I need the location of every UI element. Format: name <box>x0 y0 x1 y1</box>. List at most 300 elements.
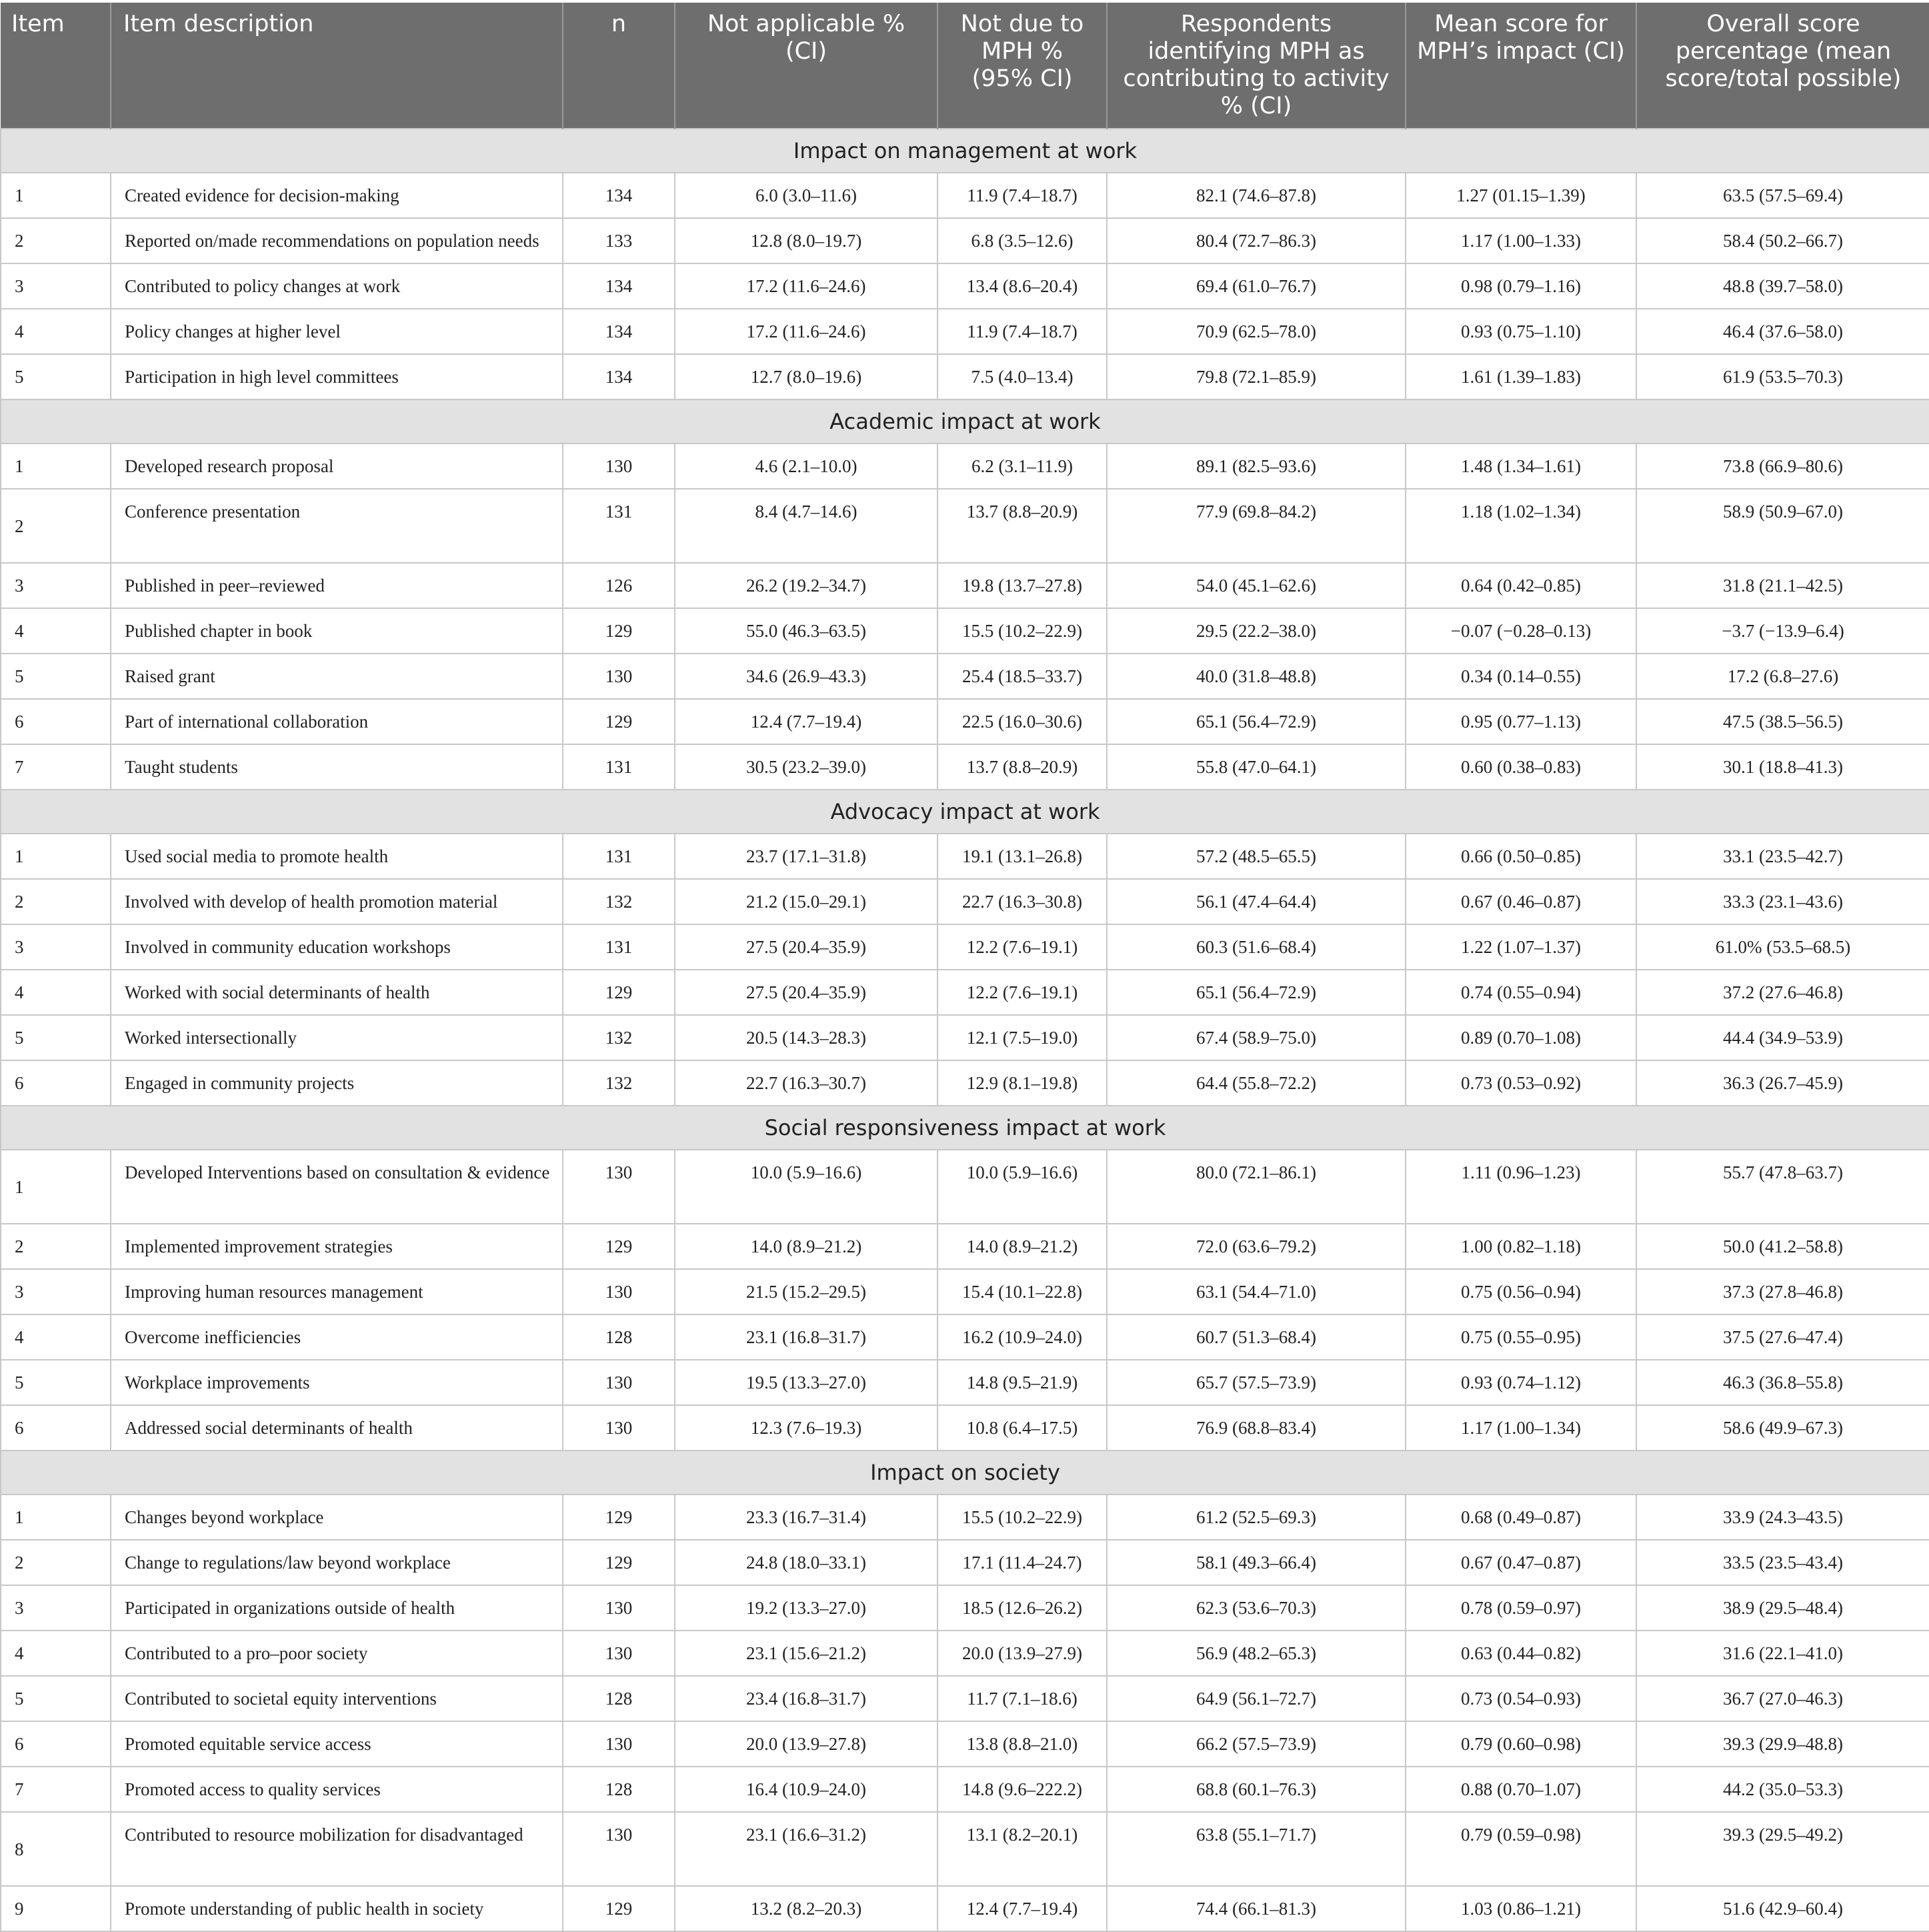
row-n: 131 <box>563 924 675 970</box>
table-row <box>1 744 1929 790</box>
row-description: Promoted access to quality services <box>111 1767 563 1812</box>
section-header-row <box>1 790 1929 834</box>
row-not-applicable: 4.6 (2.1–10.0) <box>675 443 937 489</box>
row-not-applicable: 17.2 (11.6–24.6) <box>675 263 937 309</box>
row-identifying-mph: 66.2 (57.5–73.9) <box>1107 1721 1406 1767</box>
row-mean-score: 1.27 (01.15–1.39) <box>1406 173 1636 218</box>
row-description: Worked with social determinants of health <box>111 970 563 1015</box>
row-not-applicable: 20.0 (13.9–27.8) <box>675 1721 937 1767</box>
row-item-number: 5 <box>1 654 111 699</box>
row-not-due-to-mph: 16.2 (10.9–24.0) <box>937 1314 1107 1360</box>
row-description: Engaged in community projects <box>111 1060 563 1106</box>
row-overall-score: 31.6 (22.1–41.0) <box>1636 1631 1929 1676</box>
row-mean-score: 0.75 (0.56–0.94) <box>1406 1269 1636 1314</box>
row-mean-score: 1.18 (1.02–1.34) <box>1406 489 1636 563</box>
row-not-applicable: 17.2 (11.6–24.6) <box>675 309 937 354</box>
row-overall-score: 46.3 (36.8–55.8) <box>1636 1360 1929 1405</box>
row-identifying-mph: 80.4 (72.7–86.3) <box>1107 218 1406 263</box>
row-n: 128 <box>563 1767 675 1812</box>
row-mean-score: 0.95 (0.77–1.13) <box>1406 699 1636 744</box>
row-not-due-to-mph: 14.8 (9.6–222.2) <box>937 1767 1107 1812</box>
row-item-number: 3 <box>1 1269 111 1314</box>
row-item-number: 6 <box>1 699 111 744</box>
row-overall-score: 37.3 (27.8–46.8) <box>1636 1269 1929 1314</box>
row-description: Overcome inefficiencies <box>111 1314 563 1360</box>
table-row <box>1 489 1929 563</box>
row-n: 129 <box>563 608 675 654</box>
row-description: Changes beyond workplace <box>111 1495 563 1540</box>
row-not-applicable: 12.8 (8.0–19.7) <box>675 218 937 263</box>
row-description: Taught students <box>111 744 563 790</box>
row-item-number: 7 <box>1 744 111 790</box>
row-overall-score: 51.6 (42.9–60.4) <box>1636 1886 1929 1931</box>
row-not-due-to-mph: 20.0 (13.9–27.9) <box>937 1631 1107 1676</box>
section-title: Impact on society <box>1 1451 1929 1495</box>
row-mean-score: 0.64 (0.42–0.85) <box>1406 563 1636 608</box>
row-description: Created evidence for decision-making <box>111 173 563 218</box>
row-not-applicable: 23.7 (17.1–31.8) <box>675 834 937 879</box>
row-identifying-mph: 82.1 (74.6–87.8) <box>1107 173 1406 218</box>
table-row <box>1 1224 1929 1269</box>
row-overall-score: 36.7 (27.0–46.3) <box>1636 1676 1929 1721</box>
row-identifying-mph: 64.9 (56.1–72.7) <box>1107 1676 1406 1721</box>
row-n: 130 <box>563 1721 675 1767</box>
row-mean-score: 0.63 (0.44–0.82) <box>1406 1631 1636 1676</box>
row-overall-score: 33.1 (23.5–42.7) <box>1636 834 1929 879</box>
row-item-number: 4 <box>1 309 111 354</box>
row-n: 129 <box>563 970 675 1015</box>
table-row <box>1 1015 1929 1060</box>
row-n: 129 <box>563 699 675 744</box>
row-not-applicable: 23.3 (16.7–31.4) <box>675 1495 937 1540</box>
row-description: Conference presentation <box>111 489 563 563</box>
row-not-due-to-mph: 15.5 (10.2–22.9) <box>937 608 1107 654</box>
row-item-number: 1 <box>1 834 111 879</box>
row-n: 131 <box>563 834 675 879</box>
row-identifying-mph: 57.2 (48.5–65.5) <box>1107 834 1406 879</box>
row-description: Implemented improvement strategies <box>111 1224 563 1269</box>
row-overall-score: 33.9 (24.3–43.5) <box>1636 1495 1929 1540</box>
row-not-due-to-mph: 19.1 (13.1–26.8) <box>937 834 1107 879</box>
row-mean-score: 0.34 (0.14–0.55) <box>1406 654 1636 699</box>
row-item-number: 8 <box>1 1812 111 1886</box>
row-identifying-mph: 72.0 (63.6–79.2) <box>1107 1224 1406 1269</box>
section-header-row <box>1 1106 1929 1150</box>
table-row <box>1 879 1929 924</box>
row-not-applicable: 26.2 (19.2–34.7) <box>675 563 937 608</box>
row-description: Involved in community education workshops <box>111 924 563 970</box>
row-description: Involved with develop of health promotion material <box>111 879 563 924</box>
row-not-applicable: 12.3 (7.6–19.3) <box>675 1405 937 1451</box>
row-mean-score: 0.89 (0.70–1.08) <box>1406 1015 1636 1060</box>
row-overall-score: 63.5 (57.5–69.4) <box>1636 173 1929 218</box>
header-not-applicable: Not applicable % (CI) <box>675 3 937 129</box>
table-row <box>1 263 1929 309</box>
row-description: Contributed to policy changes at work <box>111 263 563 309</box>
row-identifying-mph: 65.1 (56.4–72.9) <box>1107 970 1406 1015</box>
row-identifying-mph: 61.2 (52.5–69.3) <box>1107 1495 1406 1540</box>
row-n: 132 <box>563 1060 675 1106</box>
row-not-applicable: 12.7 (8.0–19.6) <box>675 354 937 399</box>
table-row <box>1 354 1929 399</box>
row-mean-score: 1.22 (1.07–1.37) <box>1406 924 1636 970</box>
row-description: Addressed social determinants of health <box>111 1405 563 1451</box>
row-item-number: 3 <box>1 563 111 608</box>
row-item-number: 9 <box>1 1886 111 1931</box>
row-overall-score: 50.0 (41.2–58.8) <box>1636 1224 1929 1269</box>
row-n: 130 <box>563 654 675 699</box>
row-not-due-to-mph: 15.5 (10.2–22.9) <box>937 1495 1107 1540</box>
row-description: Contributed to resource mobilization for disadvantaged <box>111 1812 563 1886</box>
row-not-applicable: 24.8 (18.0–33.1) <box>675 1540 937 1585</box>
row-overall-score: 47.5 (38.5–56.5) <box>1636 699 1929 744</box>
table-row <box>1 924 1929 970</box>
table-row <box>1 1314 1929 1360</box>
row-mean-score: 0.68 (0.49–0.87) <box>1406 1495 1636 1540</box>
row-n: 129 <box>563 1495 675 1540</box>
row-item-number: 5 <box>1 1015 111 1060</box>
row-not-due-to-mph: 11.7 (7.1–18.6) <box>937 1676 1107 1721</box>
table-row <box>1 970 1929 1015</box>
row-item-number: 2 <box>1 879 111 924</box>
row-mean-score: 0.88 (0.70–1.07) <box>1406 1767 1636 1812</box>
row-item-number: 3 <box>1 924 111 970</box>
row-description: Part of international collaboration <box>111 699 563 744</box>
row-overall-score: 33.5 (23.5–43.4) <box>1636 1540 1929 1585</box>
row-mean-score: 1.48 (1.34–1.61) <box>1406 443 1636 489</box>
row-description: Promoted equitable service access <box>111 1721 563 1767</box>
row-not-due-to-mph: 6.2 (3.1–11.9) <box>937 443 1107 489</box>
row-not-applicable: 23.4 (16.8–31.7) <box>675 1676 937 1721</box>
row-not-due-to-mph: 17.1 (11.4–24.7) <box>937 1540 1107 1585</box>
row-not-applicable: 19.5 (13.3–27.0) <box>675 1360 937 1405</box>
row-description: Participated in organizations outside of health <box>111 1585 563 1631</box>
row-item-number: 6 <box>1 1721 111 1767</box>
row-n: 132 <box>563 879 675 924</box>
row-n: 132 <box>563 1015 675 1060</box>
row-item-number: 4 <box>1 970 111 1015</box>
row-n: 130 <box>563 1585 675 1631</box>
row-overall-score: 39.3 (29.9–48.8) <box>1636 1721 1929 1767</box>
row-not-applicable: 22.7 (16.3–30.7) <box>675 1060 937 1106</box>
row-n: 134 <box>563 354 675 399</box>
row-mean-score: 0.93 (0.75–1.10) <box>1406 309 1636 354</box>
row-overall-score: 58.6 (49.9–67.3) <box>1636 1405 1929 1451</box>
row-overall-score: 38.9 (29.5–48.4) <box>1636 1585 1929 1631</box>
row-description: Published in peer–reviewed <box>111 563 563 608</box>
row-identifying-mph: 89.1 (82.5–93.6) <box>1107 443 1406 489</box>
row-item-number: 2 <box>1 218 111 263</box>
row-description: Contributed to societal equity interventions <box>111 1676 563 1721</box>
row-identifying-mph: 63.8 (55.1–71.7) <box>1107 1812 1406 1886</box>
row-not-applicable: 6.0 (3.0–11.6) <box>675 173 937 218</box>
row-n: 131 <box>563 489 675 563</box>
row-item-number: 1 <box>1 443 111 489</box>
header-overall-score: Overall score percentage (mean score/total possible) <box>1636 3 1929 129</box>
row-overall-score: 17.2 (6.8–27.6) <box>1636 654 1929 699</box>
row-identifying-mph: 40.0 (31.8–48.8) <box>1107 654 1406 699</box>
row-item-number: 5 <box>1 354 111 399</box>
row-n: 130 <box>563 443 675 489</box>
header-mean-score: Mean score for MPH’s impact (CI) <box>1406 3 1636 129</box>
row-identifying-mph: 76.9 (68.8–83.4) <box>1107 1405 1406 1451</box>
row-overall-score: 36.3 (26.7–45.9) <box>1636 1060 1929 1106</box>
row-overall-score: 44.2 (35.0–53.3) <box>1636 1767 1929 1812</box>
header-n: n <box>563 3 675 129</box>
row-not-due-to-mph: 13.7 (8.8–20.9) <box>937 489 1107 563</box>
row-identifying-mph: 67.4 (58.9–75.0) <box>1107 1015 1406 1060</box>
row-not-due-to-mph: 12.4 (7.7–19.4) <box>937 1886 1107 1931</box>
table-row <box>1 1540 1929 1585</box>
row-description: Raised grant <box>111 654 563 699</box>
row-identifying-mph: 68.8 (60.1–76.3) <box>1107 1767 1406 1812</box>
row-identifying-mph: 58.1 (49.3–66.4) <box>1107 1540 1406 1585</box>
row-identifying-mph: 65.7 (57.5–73.9) <box>1107 1360 1406 1405</box>
row-identifying-mph: 54.0 (45.1–62.6) <box>1107 563 1406 608</box>
row-not-due-to-mph: 15.4 (10.1–22.8) <box>937 1269 1107 1314</box>
table-row <box>1 218 1929 263</box>
row-item-number: 4 <box>1 1314 111 1360</box>
row-not-due-to-mph: 11.9 (7.4–18.7) <box>937 309 1107 354</box>
row-mean-score: 0.79 (0.60–0.98) <box>1406 1721 1636 1767</box>
section-header-row <box>1 1451 1929 1495</box>
row-n: 129 <box>563 1540 675 1585</box>
row-n: 130 <box>563 1631 675 1676</box>
section-title: Social responsiveness impact at work <box>1 1106 1929 1150</box>
row-overall-score: 39.3 (29.5–49.2) <box>1636 1812 1929 1886</box>
row-mean-score: 1.17 (1.00–1.33) <box>1406 218 1636 263</box>
row-description: Participation in high level committees <box>111 354 563 399</box>
row-n: 128 <box>563 1314 675 1360</box>
row-n: 130 <box>563 1405 675 1451</box>
row-overall-score: −3.7 (−13.9–6.4) <box>1636 608 1929 654</box>
row-item-number: 3 <box>1 1585 111 1631</box>
table-row <box>1 173 1929 218</box>
row-identifying-mph: 65.1 (56.4–72.9) <box>1107 699 1406 744</box>
header-identifying-mph: Respondents identifying MPH as contributing to activity % (CI) <box>1107 3 1406 129</box>
row-not-applicable: 13.2 (8.2–20.3) <box>675 1886 937 1931</box>
row-not-applicable: 16.4 (10.9–24.0) <box>675 1767 937 1812</box>
table-row <box>1 1150 1929 1224</box>
section-header-row <box>1 129 1929 173</box>
row-description: Worked intersectionally <box>111 1015 563 1060</box>
row-n: 130 <box>563 1150 675 1224</box>
row-identifying-mph: 55.8 (47.0–64.1) <box>1107 744 1406 790</box>
table-header <box>1 3 1929 129</box>
row-description: Reported on/made recommendations on population needs <box>111 218 563 263</box>
row-not-due-to-mph: 22.5 (16.0–30.6) <box>937 699 1107 744</box>
row-description: Developed research proposal <box>111 443 563 489</box>
row-not-due-to-mph: 25.4 (18.5–33.7) <box>937 654 1107 699</box>
row-identifying-mph: 70.9 (62.5–78.0) <box>1107 309 1406 354</box>
section-title: Academic impact at work <box>1 399 1929 443</box>
row-n: 128 <box>563 1676 675 1721</box>
row-description: Policy changes at higher level <box>111 309 563 354</box>
table-row <box>1 1886 1929 1931</box>
row-overall-score: 61.9 (53.5–70.3) <box>1636 354 1929 399</box>
row-not-due-to-mph: 13.8 (8.8–21.0) <box>937 1721 1107 1767</box>
row-mean-score: 1.11 (0.96–1.23) <box>1406 1150 1636 1224</box>
row-item-number: 5 <box>1 1676 111 1721</box>
row-mean-score: 0.98 (0.79–1.16) <box>1406 263 1636 309</box>
row-overall-score: 58.9 (50.9–67.0) <box>1636 489 1929 563</box>
row-item-number: 1 <box>1 1150 111 1224</box>
row-identifying-mph: 77.9 (69.8–84.2) <box>1107 489 1406 563</box>
row-identifying-mph: 74.4 (66.1–81.3) <box>1107 1886 1406 1931</box>
row-n: 130 <box>563 1812 675 1886</box>
row-mean-score: 0.73 (0.53–0.92) <box>1406 1060 1636 1106</box>
row-not-applicable: 8.4 (4.7–14.6) <box>675 489 937 563</box>
header-description: Item description <box>111 3 563 129</box>
row-mean-score: 0.79 (0.59–0.98) <box>1406 1812 1636 1886</box>
row-mean-score: 1.00 (0.82–1.18) <box>1406 1224 1636 1269</box>
row-identifying-mph: 63.1 (54.4–71.0) <box>1107 1269 1406 1314</box>
row-item-number: 1 <box>1 173 111 218</box>
row-item-number: 7 <box>1 1767 111 1812</box>
row-overall-score: 61.0% (53.5–68.5) <box>1636 924 1929 970</box>
row-item-number: 6 <box>1 1405 111 1451</box>
row-not-applicable: 20.5 (14.3–28.3) <box>675 1015 937 1060</box>
row-description: Workplace improvements <box>111 1360 563 1405</box>
row-not-due-to-mph: 12.2 (7.6–19.1) <box>937 970 1107 1015</box>
section-header-row <box>1 399 1929 443</box>
row-n: 131 <box>563 744 675 790</box>
row-not-applicable: 12.4 (7.7–19.4) <box>675 699 937 744</box>
row-n: 130 <box>563 1360 675 1405</box>
section-title: Advocacy impact at work <box>1 790 1929 834</box>
table-row <box>1 1360 1929 1405</box>
row-not-applicable: 10.0 (5.9–16.6) <box>675 1150 937 1224</box>
header-not-due-to-mph: Not due to MPH % (95% CI) <box>937 3 1107 129</box>
row-not-applicable: 23.1 (16.6–31.2) <box>675 1812 937 1886</box>
row-mean-score: 0.66 (0.50–0.85) <box>1406 834 1636 879</box>
row-n: 134 <box>563 263 675 309</box>
row-not-applicable: 27.5 (20.4–35.9) <box>675 924 937 970</box>
row-overall-score: 44.4 (34.9–53.9) <box>1636 1015 1929 1060</box>
table-row <box>1 1676 1929 1721</box>
row-description: Developed Interventions based on consultation & evidence <box>111 1150 563 1224</box>
table-row <box>1 608 1929 654</box>
row-mean-score: 0.67 (0.47–0.87) <box>1406 1540 1636 1585</box>
table-row <box>1 1812 1929 1886</box>
row-item-number: 2 <box>1 1540 111 1585</box>
row-identifying-mph: 64.4 (55.8–72.2) <box>1107 1060 1406 1106</box>
row-overall-score: 73.8 (66.9–80.6) <box>1636 443 1929 489</box>
row-description: Change to regulations/law beyond workplace <box>111 1540 563 1585</box>
row-n: 134 <box>563 309 675 354</box>
row-identifying-mph: 56.1 (47.4–64.4) <box>1107 879 1406 924</box>
row-not-due-to-mph: 22.7 (16.3–30.8) <box>937 879 1107 924</box>
row-not-due-to-mph: 13.4 (8.6–20.4) <box>937 263 1107 309</box>
row-mean-score: 0.93 (0.74–1.12) <box>1406 1360 1636 1405</box>
table-row <box>1 1405 1929 1451</box>
row-not-due-to-mph: 7.5 (4.0–13.4) <box>937 354 1107 399</box>
row-not-due-to-mph: 19.8 (13.7–27.8) <box>937 563 1107 608</box>
table-row <box>1 443 1929 489</box>
row-not-due-to-mph: 14.8 (9.5–21.9) <box>937 1360 1107 1405</box>
row-overall-score: 37.5 (27.6–47.4) <box>1636 1314 1929 1360</box>
row-mean-score: 1.61 (1.39–1.83) <box>1406 354 1636 399</box>
row-item-number: 4 <box>1 1631 111 1676</box>
row-identifying-mph: 79.8 (72.1–85.9) <box>1107 354 1406 399</box>
table-body <box>1 129 1929 1931</box>
row-item-number: 6 <box>1 1060 111 1106</box>
row-mean-score: 0.78 (0.59–0.97) <box>1406 1585 1636 1631</box>
row-mean-score: 0.74 (0.55–0.94) <box>1406 970 1636 1015</box>
row-identifying-mph: 69.4 (61.0–76.7) <box>1107 263 1406 309</box>
row-not-applicable: 55.0 (46.3–63.5) <box>675 608 937 654</box>
row-identifying-mph: 60.3 (51.6–68.4) <box>1107 924 1406 970</box>
row-overall-score: 48.8 (39.7–58.0) <box>1636 263 1929 309</box>
row-overall-score: 46.4 (37.6–58.0) <box>1636 309 1929 354</box>
row-n: 134 <box>563 173 675 218</box>
row-not-applicable: 27.5 (20.4–35.9) <box>675 970 937 1015</box>
row-n: 130 <box>563 1269 675 1314</box>
row-identifying-mph: 62.3 (53.6–70.3) <box>1107 1585 1406 1631</box>
row-n: 129 <box>563 1224 675 1269</box>
row-not-due-to-mph: 12.1 (7.5–19.0) <box>937 1015 1107 1060</box>
row-not-applicable: 14.0 (8.9–21.2) <box>675 1224 937 1269</box>
row-description: Promote understanding of public health in society <box>111 1886 563 1931</box>
row-n: 133 <box>563 218 675 263</box>
row-description: Used social media to promote health <box>111 834 563 879</box>
row-item-number: 4 <box>1 608 111 654</box>
row-identifying-mph: 60.7 (51.3–68.4) <box>1107 1314 1406 1360</box>
row-overall-score: 58.4 (50.2–66.7) <box>1636 218 1929 263</box>
row-not-due-to-mph: 6.8 (3.5–12.6) <box>937 218 1107 263</box>
table-row <box>1 1495 1929 1540</box>
row-not-applicable: 23.1 (16.8–31.7) <box>675 1314 937 1360</box>
row-description: Published chapter in book <box>111 608 563 654</box>
table-row <box>1 699 1929 744</box>
row-not-due-to-mph: 11.9 (7.4–18.7) <box>937 173 1107 218</box>
row-not-due-to-mph: 10.8 (6.4–17.5) <box>937 1405 1107 1451</box>
table-row <box>1 654 1929 699</box>
section-title: Impact on management at work <box>1 129 1929 173</box>
results-table <box>0 3 1929 1932</box>
row-not-due-to-mph: 18.5 (12.6–26.2) <box>937 1585 1107 1631</box>
row-item-number: 2 <box>1 1224 111 1269</box>
row-not-due-to-mph: 13.7 (8.8–20.9) <box>937 744 1107 790</box>
row-not-due-to-mph: 12.2 (7.6–19.1) <box>937 924 1107 970</box>
row-not-due-to-mph: 13.1 (8.2–20.1) <box>937 1812 1107 1886</box>
row-item-number: 3 <box>1 263 111 309</box>
row-n: 126 <box>563 563 675 608</box>
table-row <box>1 309 1929 354</box>
row-mean-score: 1.17 (1.00–1.34) <box>1406 1405 1636 1451</box>
row-overall-score: 30.1 (18.8–41.3) <box>1636 744 1929 790</box>
row-not-applicable: 21.2 (15.0–29.1) <box>675 879 937 924</box>
row-mean-score: 0.73 (0.54–0.93) <box>1406 1676 1636 1721</box>
row-not-due-to-mph: 12.9 (8.1–19.8) <box>937 1060 1107 1106</box>
row-not-applicable: 21.5 (15.2–29.5) <box>675 1269 937 1314</box>
row-not-applicable: 23.1 (15.6–21.2) <box>675 1631 937 1676</box>
row-description: Contributed to a pro–poor society <box>111 1631 563 1676</box>
row-overall-score: 37.2 (27.6–46.8) <box>1636 970 1929 1015</box>
row-mean-score: 0.60 (0.38–0.83) <box>1406 744 1636 790</box>
row-mean-score: −0.07 (−0.28–0.13) <box>1406 608 1636 654</box>
row-not-applicable: 34.6 (26.9–43.3) <box>675 654 937 699</box>
row-mean-score: 0.75 (0.55–0.95) <box>1406 1314 1636 1360</box>
row-identifying-mph: 56.9 (48.2–65.3) <box>1107 1631 1406 1676</box>
table-row <box>1 834 1929 879</box>
row-item-number: 2 <box>1 489 111 563</box>
row-n: 129 <box>563 1886 675 1931</box>
table-row <box>1 1060 1929 1106</box>
row-mean-score: 0.67 (0.46–0.87) <box>1406 879 1636 924</box>
row-description: Improving human resources management <box>111 1269 563 1314</box>
row-overall-score: 33.3 (23.1–43.6) <box>1636 879 1929 924</box>
